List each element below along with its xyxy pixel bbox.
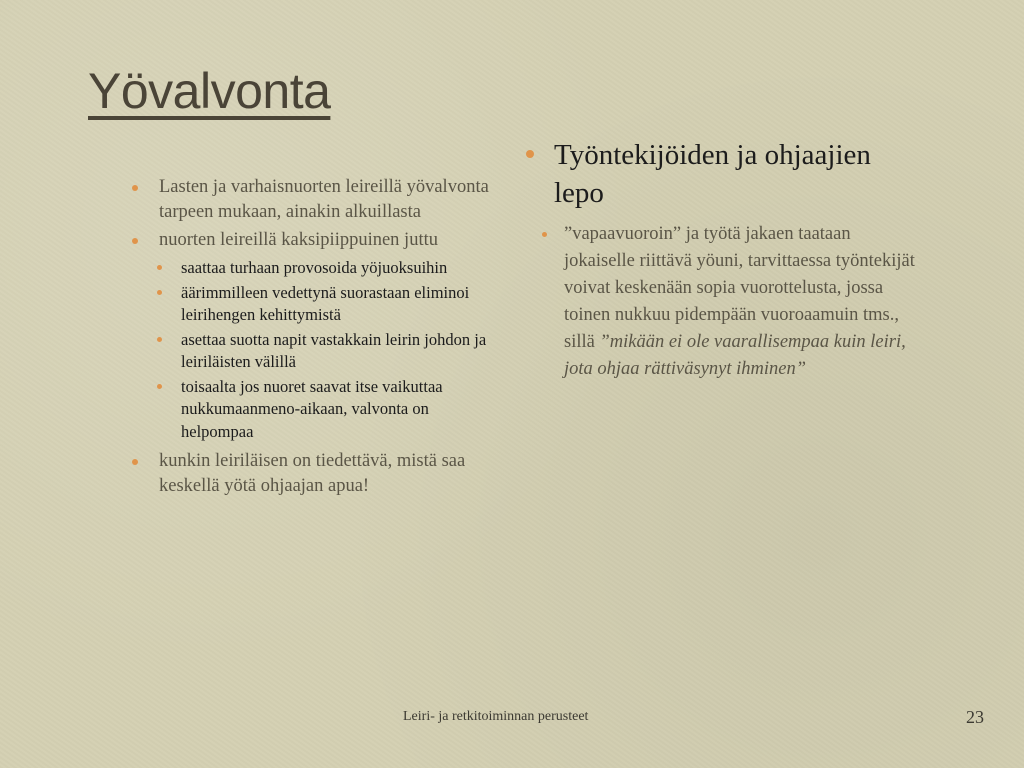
list-item — [524, 136, 924, 383]
bullet-icon — [157, 384, 162, 389]
list-item — [128, 175, 498, 225]
list-item-text: nuorten leireillä kaksipiippuinen juttu — [159, 230, 438, 250]
sub-bullet-list — [159, 257, 498, 443]
bullet-icon — [157, 337, 162, 342]
sub-list-item — [524, 221, 924, 383]
sub-bullet-list — [554, 221, 924, 383]
right-column — [524, 136, 924, 383]
list-item-text: Lasten ja varhaisnuorten leireillä yövalvonta tarpeen mukaan, ainakin alkuillasta — [159, 177, 489, 222]
sub-list-item-text: ”vapaavuoroin” ja työtä jakaen taataan jokaiselle riittävä yöuni, tarvittaessa työntekijät voivat keskenään sopia vuorottelusta, jossa toinen nukkuu pidempään vuoroaamuin tms., sillä — [564, 224, 915, 352]
bullet-icon — [132, 238, 138, 244]
list-item — [128, 228, 498, 443]
list-item-text: kunkin leiriläisen on tiedettävä, mistä saa keskellä yötä ohjaajan apua! — [159, 451, 466, 496]
sub-list-item — [154, 329, 493, 374]
bullet-icon — [132, 459, 138, 465]
sub-list-item-text: saattaa turhaan provosoida yöjuoksuihin — [181, 258, 448, 277]
right-heading: Työntekijöiden ja ohjaajien lepo — [554, 139, 871, 209]
sub-list-item — [154, 376, 493, 444]
left-bullet-list — [128, 175, 498, 499]
bullet-icon — [542, 232, 547, 237]
sub-list-item — [154, 257, 493, 280]
slide-title: Yövalvonta — [88, 63, 331, 119]
bullet-icon — [157, 290, 162, 295]
footer-text: Leiri- ja retkitoiminnan perusteet — [403, 709, 589, 724]
bullet-icon — [526, 150, 534, 158]
sub-list-item — [154, 282, 493, 327]
sub-list-item-text: toisaalta jos nuoret saavat itse vaikuttaa nukkumaanmeno-aikaan, valvonta on helpompaa — [181, 376, 443, 441]
page-number: 23 — [966, 707, 984, 727]
quote-text: ”mikään ei ole vaarallisempaa kuin leiri, jota ohjaa rättiväsynyt ihminen” — [564, 332, 906, 379]
sub-list-item-text: asettaa suotta napit vastakkain leirin johdon ja leiriläisten välillä — [181, 329, 487, 371]
bullet-icon — [157, 265, 162, 270]
bullet-icon — [132, 185, 138, 191]
sub-list-item-text: äärimmilleen vedettynä suorastaan eliminoi leirihengen kehittymistä — [181, 282, 470, 324]
right-bullet-list — [524, 136, 924, 383]
left-column — [128, 175, 498, 502]
list-item — [128, 449, 498, 499]
